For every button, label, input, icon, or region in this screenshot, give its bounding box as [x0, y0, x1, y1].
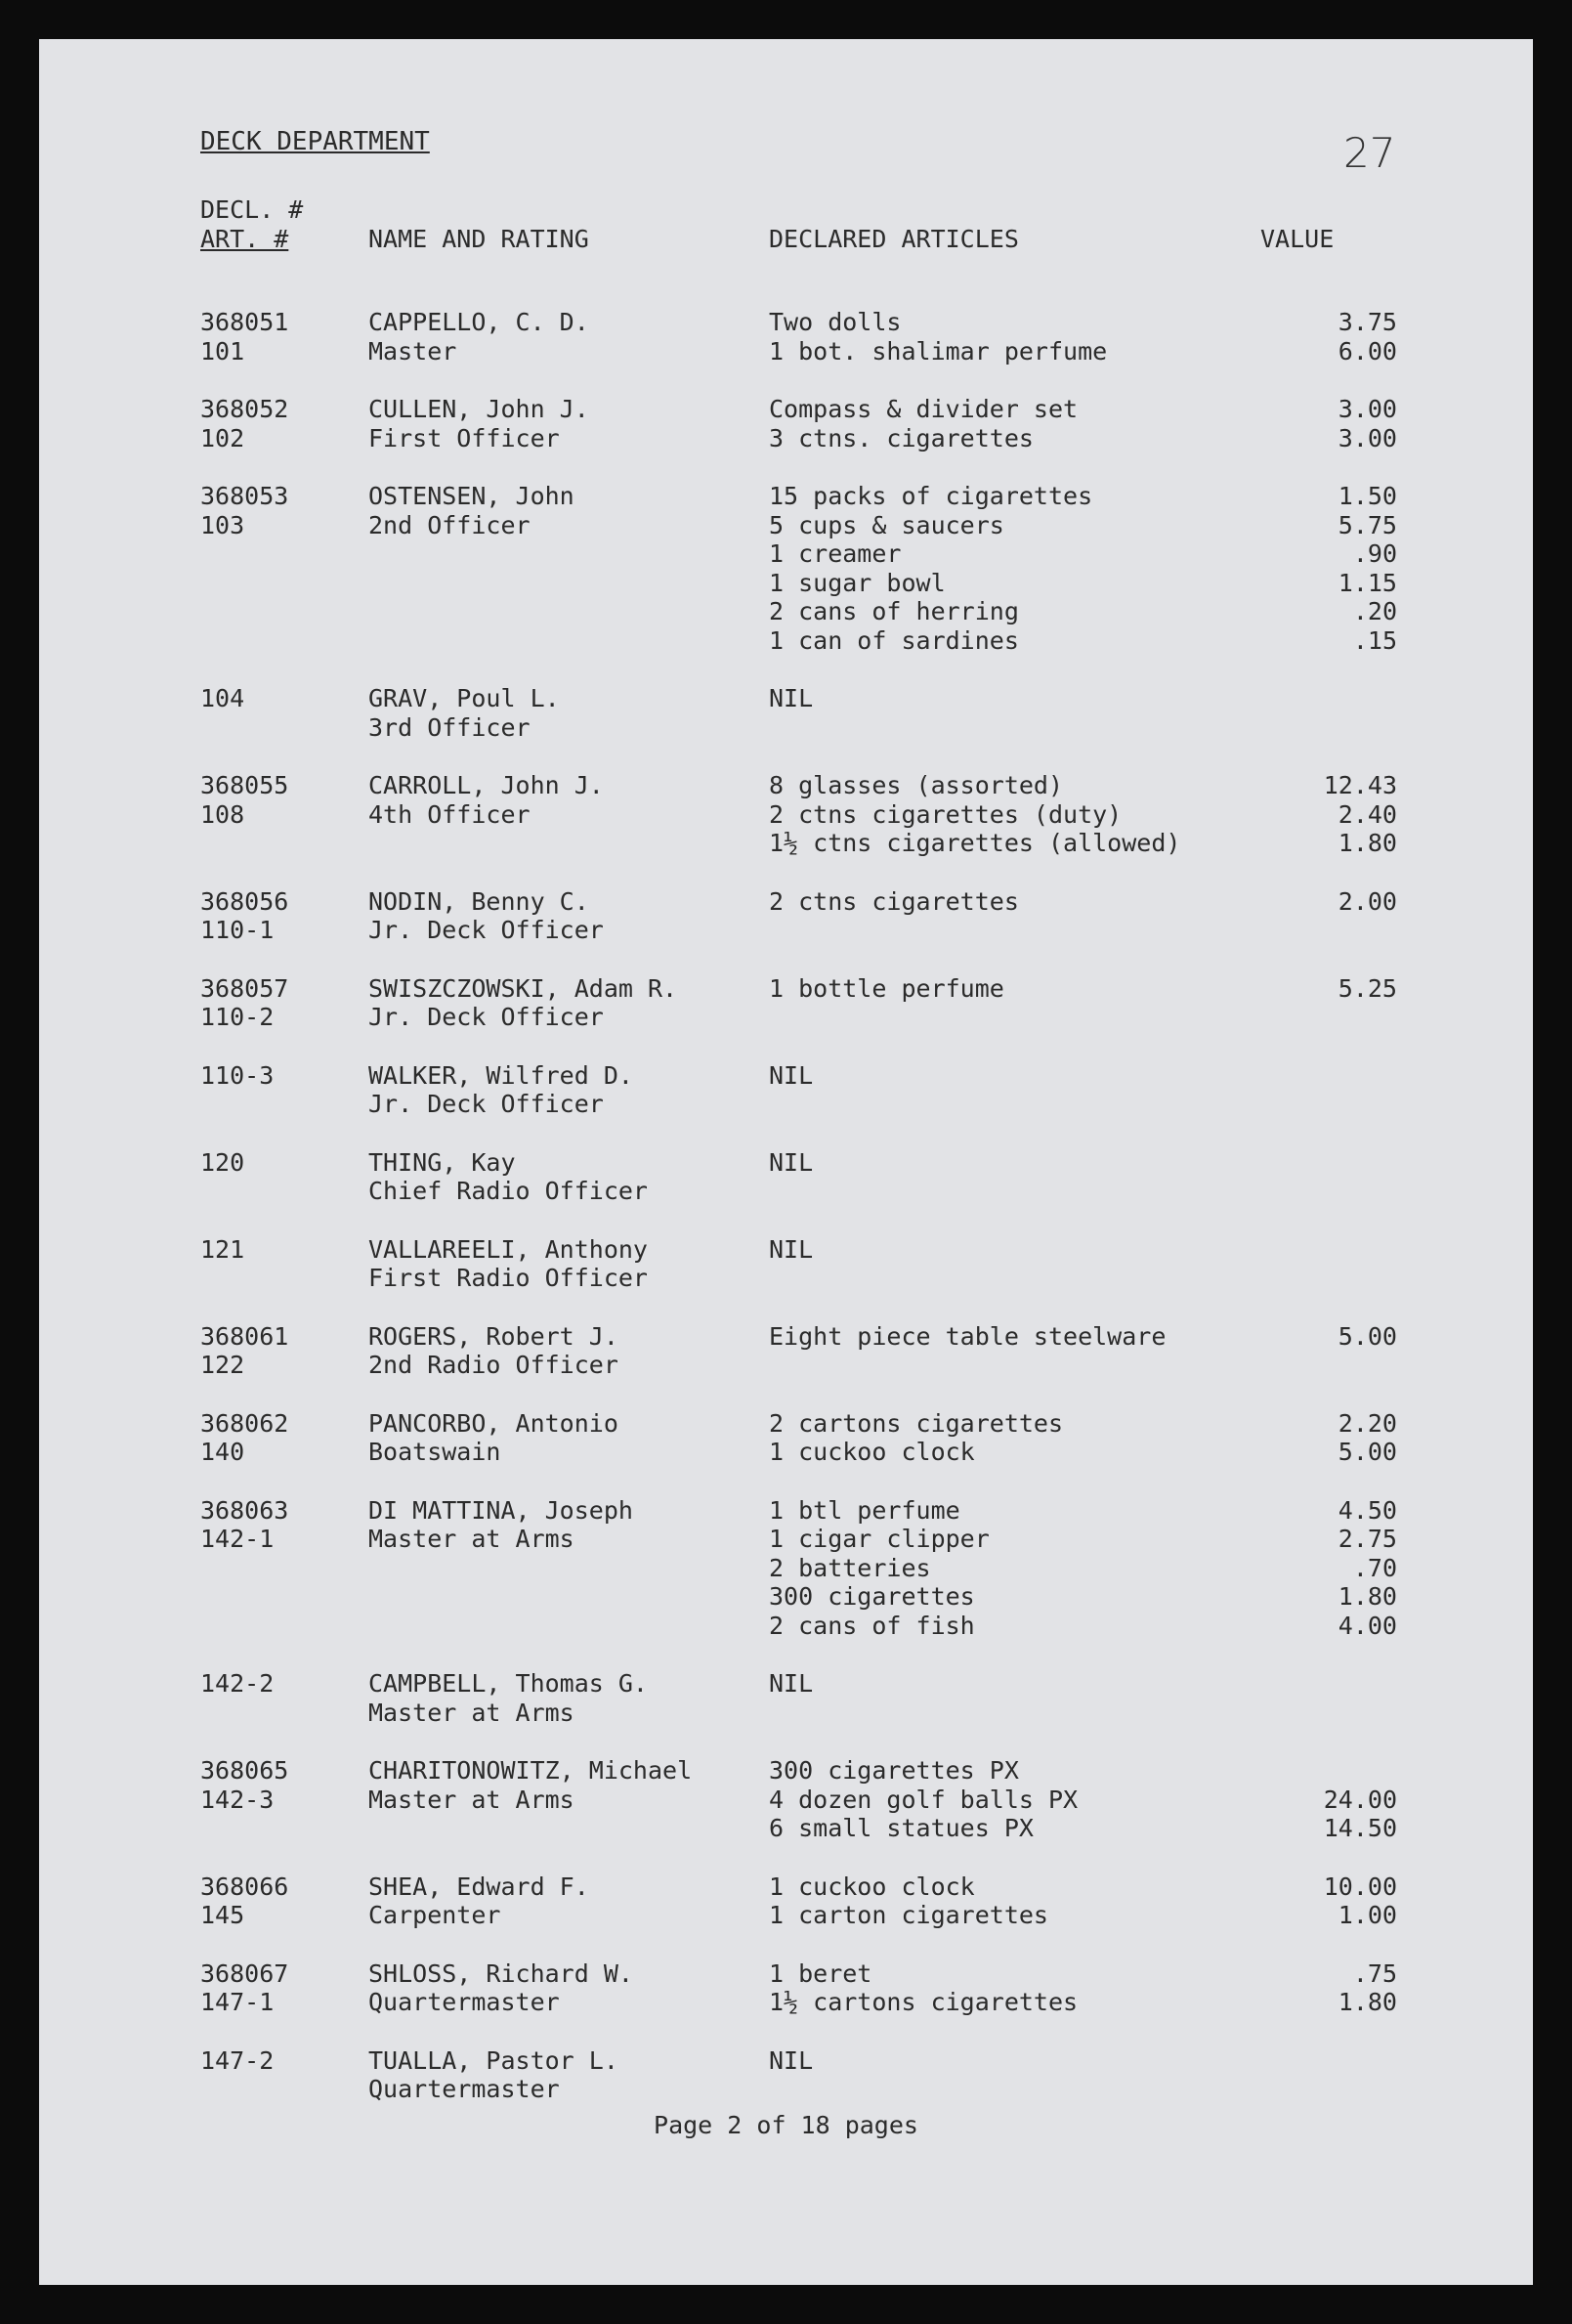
declared-article: 1 cuckoo clock — [769, 1438, 975, 1466]
name-rating-cell — [368, 1756, 779, 1814]
decl-number: 368065 — [200, 1756, 289, 1785]
declaration-entry — [39, 1061, 1533, 1119]
decl-number: 368051 — [200, 308, 289, 336]
declared-article: Eight piece table steelware — [769, 1321, 1167, 1351]
decl-art-cell — [200, 1496, 357, 1554]
crew-name: CHARITONOWITZ, Michael — [368, 1756, 693, 1785]
decl-art-cell — [200, 1959, 357, 2017]
crew-rating: First Officer — [368, 423, 560, 452]
article-value: 2.40 — [1338, 799, 1397, 829]
values-cell — [1104, 482, 1397, 655]
values-cell — [1104, 1148, 1397, 1178]
declaration-entry — [39, 1409, 1533, 1467]
decl-art-cell — [200, 1669, 357, 1699]
art-number: 147-1 — [200, 1988, 275, 2016]
crew-name: CULLEN, John J. — [368, 395, 589, 423]
decl-art-cell — [200, 1756, 357, 1814]
name-rating-cell — [368, 974, 779, 1032]
crew-name: NODIN, Benny C. — [368, 886, 589, 916]
decl-art-cell — [200, 887, 357, 945]
declaration-entry — [39, 1496, 1533, 1641]
crew-name: OSTENSEN, John — [368, 482, 574, 510]
decl-number: 368057 — [200, 973, 289, 1003]
article-value: 2.75 — [1338, 1525, 1397, 1553]
crew-rating: Master at Arms — [368, 1785, 574, 1814]
declared-article: 1 beret — [769, 1958, 872, 1988]
declared-article: 300 cigarettes PX — [769, 1756, 1019, 1785]
name-rating-cell — [368, 1959, 779, 2017]
crew-rating: Boatswain — [368, 1438, 501, 1466]
values-cell — [1104, 887, 1397, 917]
decl-art-cell — [200, 308, 357, 366]
crew-rating: Master — [368, 336, 457, 366]
article-value — [1104, 1148, 1397, 1178]
article-value: 10.00 — [1323, 1872, 1397, 1901]
name-rating-cell — [368, 771, 779, 829]
values-cell — [1104, 1959, 1397, 2017]
declaration-entry — [39, 395, 1533, 452]
decl-number: 368066 — [200, 1872, 289, 1901]
crew-name: SHEA, Edward F. — [368, 1872, 589, 1901]
article-value: 3.00 — [1338, 395, 1397, 423]
article-value: 2.20 — [1338, 1408, 1397, 1438]
values-cell — [1104, 771, 1397, 858]
crew-name: CAPPELLO, C. D. — [368, 308, 589, 336]
article-value: 4.00 — [1338, 1611, 1397, 1640]
declaration-entry — [39, 2046, 1533, 2104]
declaration-entry — [39, 1235, 1533, 1293]
article-value: 4.50 — [1338, 1495, 1397, 1525]
article-value: 24.00 — [1323, 1785, 1397, 1814]
declared-article: 5 cups & saucers — [769, 510, 1004, 539]
declared-article: NIL — [769, 1147, 814, 1177]
crew-rating: Chief Radio Officer — [368, 1177, 648, 1205]
decl-art-cell — [200, 1322, 357, 1380]
department-heading: DECK DEPARTMENT — [200, 127, 430, 156]
values-cell — [1104, 1409, 1397, 1467]
declared-article: 1 cuckoo clock — [769, 1872, 975, 1901]
declared-article: 1½ ctns cigarettes (allowed) — [769, 829, 1181, 857]
article-value: 5.00 — [1338, 1438, 1397, 1466]
art-number: 142-3 — [200, 1785, 275, 1814]
article-value — [1104, 1235, 1397, 1265]
article-value: 6.00 — [1338, 336, 1397, 366]
crew-rating: Jr. Deck Officer — [368, 1003, 604, 1031]
values-cell — [1104, 1235, 1397, 1265]
crew-name: WALKER, Wilfred D. — [368, 1060, 633, 1090]
art-number: 102 — [200, 423, 245, 452]
declaration-entry — [39, 1322, 1533, 1380]
article-value — [1104, 2046, 1397, 2076]
art-number: 103 — [200, 510, 245, 539]
name-rating-cell — [368, 1061, 779, 1119]
declared-article: Two dolls — [769, 308, 902, 336]
article-value: 1.15 — [1338, 568, 1397, 597]
decl-number: 368061 — [200, 1321, 289, 1351]
decl-art-cell — [200, 1409, 357, 1467]
article-value: 14.50 — [1323, 1814, 1397, 1842]
declared-article: 2 ctns cigarettes — [769, 886, 1019, 916]
art-number: 110-2 — [200, 1003, 275, 1031]
crew-rating: 4th Officer — [368, 799, 531, 829]
values-cell — [1104, 395, 1397, 452]
declared-article: NIL — [769, 1234, 814, 1264]
declared-article: NIL — [769, 2045, 814, 2075]
crew-name: TUALLA, Pastor L. — [368, 2045, 618, 2075]
article-value — [1104, 684, 1397, 713]
art-number: 140 — [200, 1438, 245, 1466]
crew-name: THING, Kay — [368, 1147, 516, 1177]
article-value — [1104, 1756, 1397, 1786]
column-header-decl-line1: DECL. # — [200, 195, 304, 224]
name-rating-cell — [368, 684, 779, 742]
article-value: 5.75 — [1338, 510, 1397, 539]
article-value: .15 — [1352, 625, 1397, 655]
article-value: 2.00 — [1338, 886, 1397, 916]
crew-name: SHLOSS, Richard W. — [368, 1958, 633, 1988]
declared-article: 8 glasses (assorted) — [769, 771, 1064, 799]
declaration-entry — [39, 1756, 1533, 1843]
crew-rating: Jr. Deck Officer — [368, 1090, 604, 1118]
crew-rating: Jr. Deck Officer — [368, 916, 604, 944]
art-number: 120 — [200, 1147, 245, 1177]
crew-rating: First Radio Officer — [368, 1264, 648, 1292]
values-cell — [1104, 1756, 1397, 1843]
decl-number: 368055 — [200, 771, 289, 799]
art-number: 147-2 — [200, 2045, 275, 2075]
handwritten-page-number: 27 — [1343, 129, 1396, 177]
declared-article: 4 dozen golf balls PX — [769, 1785, 1079, 1814]
values-cell — [1104, 1872, 1397, 1930]
decl-number: 368063 — [200, 1495, 289, 1525]
art-number: 110-1 — [200, 916, 275, 944]
crew-name: ROGERS, Robert J. — [368, 1321, 618, 1351]
declared-article: 3 ctns. cigarettes — [769, 423, 1034, 452]
name-rating-cell — [368, 482, 779, 539]
declared-article: 300 cigarettes — [769, 1582, 975, 1611]
decl-art-cell — [200, 395, 357, 452]
decl-number: 368053 — [200, 482, 289, 510]
article-value: .75 — [1352, 1958, 1397, 1988]
values-cell — [1104, 2046, 1397, 2076]
article-value: 1.80 — [1338, 1582, 1397, 1611]
declaration-entry — [39, 1872, 1533, 1930]
values-cell — [1104, 684, 1397, 713]
declared-article: 2 batteries — [769, 1553, 931, 1582]
declared-article: 2 cans of fish — [769, 1611, 975, 1640]
article-value: .70 — [1352, 1553, 1397, 1582]
decl-art-cell — [200, 1061, 357, 1091]
declared-article: 2 cans of herring — [769, 597, 1019, 625]
declaration-entry — [39, 974, 1533, 1032]
values-cell — [1104, 1322, 1397, 1352]
values-cell — [1104, 308, 1397, 366]
decl-art-cell — [200, 482, 357, 539]
declared-article: Compass & divider set — [769, 395, 1079, 423]
crew-rating: Quartermaster — [368, 2075, 560, 2103]
declared-article: 1 bot. shalimar perfume — [769, 336, 1108, 366]
decl-art-cell — [200, 1235, 357, 1265]
art-number: 122 — [200, 1351, 245, 1379]
decl-art-cell — [200, 1148, 357, 1178]
art-number: 108 — [200, 799, 245, 829]
declared-article: NIL — [769, 684, 814, 712]
decl-art-cell — [200, 1872, 357, 1930]
column-header-articles: DECLARED ARTICLES — [769, 225, 1019, 253]
crew-name: SWISZCZOWSKI, Adam R. — [368, 973, 678, 1003]
art-number: 142-2 — [200, 1669, 275, 1698]
article-value: 1.80 — [1338, 829, 1397, 857]
article-value: 3.00 — [1338, 423, 1397, 452]
declared-article: 1 cigar clipper — [769, 1525, 990, 1553]
decl-number: 368052 — [200, 395, 289, 423]
art-number: 145 — [200, 1901, 245, 1929]
column-header-art-line2: ART. # — [200, 225, 289, 253]
declaration-entry — [39, 771, 1533, 858]
article-value: 1.80 — [1338, 1988, 1397, 2016]
declared-article: 1 bottle perfume — [769, 973, 1004, 1003]
crew-rating: Master at Arms — [368, 1698, 574, 1727]
art-number: 101 — [200, 336, 245, 366]
article-value — [1104, 1061, 1397, 1091]
name-rating-cell — [368, 395, 779, 452]
decl-number: 368067 — [200, 1958, 289, 1988]
declared-article: NIL — [769, 1669, 814, 1698]
declaration-entry — [39, 482, 1533, 655]
decl-art-cell — [200, 684, 357, 713]
crew-rating: Master at Arms — [368, 1525, 574, 1553]
declared-article: 15 packs of cigarettes — [769, 482, 1093, 510]
declared-article: 1 btl perfume — [769, 1495, 960, 1525]
name-rating-cell — [368, 308, 779, 366]
art-number: 142-1 — [200, 1525, 275, 1553]
decl-number: 368062 — [200, 1408, 289, 1438]
column-header-decl — [200, 195, 303, 254]
article-value: .20 — [1352, 597, 1397, 625]
declaration-entry — [39, 1959, 1533, 2017]
crew-name: CAMPBELL, Thomas G. — [368, 1669, 648, 1698]
art-number: 110-3 — [200, 1060, 275, 1090]
crew-rating: 2nd Officer — [368, 510, 531, 539]
page-footer: Page 2 of 18 pages — [654, 2111, 918, 2139]
article-value: 3.75 — [1338, 308, 1397, 336]
name-rating-cell — [368, 1235, 779, 1293]
crew-name: CARROLL, John J. — [368, 771, 604, 799]
declaration-entry — [39, 684, 1533, 742]
column-header-value: VALUE — [1260, 225, 1335, 253]
crew-name: VALLAREELI, Anthony — [368, 1234, 648, 1264]
article-value: 5.00 — [1338, 1321, 1397, 1351]
decl-art-cell — [200, 2046, 357, 2076]
name-rating-cell — [368, 1148, 779, 1206]
name-rating-cell — [368, 1409, 779, 1467]
decl-number: 368056 — [200, 886, 289, 916]
crew-name: DI MATTINA, Joseph — [368, 1495, 633, 1525]
name-rating-cell — [368, 1872, 779, 1930]
name-rating-cell — [368, 887, 779, 945]
article-value: 12.43 — [1323, 771, 1397, 799]
column-header-name: NAME AND RATING — [368, 225, 589, 253]
document-page — [39, 39, 1533, 2285]
crew-name: PANCORBO, Antonio — [368, 1408, 618, 1438]
declared-article: 1 sugar bowl — [769, 568, 946, 597]
declaration-entry — [39, 1669, 1533, 1727]
name-rating-cell — [368, 1322, 779, 1380]
name-rating-cell — [368, 2046, 779, 2104]
name-rating-cell — [368, 1669, 779, 1727]
crew-rating: Quartermaster — [368, 1988, 560, 2016]
declaration-entry — [39, 1148, 1533, 1206]
values-cell — [1104, 1496, 1397, 1641]
crew-rating: Carpenter — [368, 1901, 501, 1929]
article-value: 1.00 — [1338, 1901, 1397, 1929]
name-rating-cell — [368, 1496, 779, 1554]
values-cell — [1104, 1061, 1397, 1091]
crew-rating: 2nd Radio Officer — [368, 1351, 618, 1379]
declaration-entry — [39, 887, 1533, 945]
declaration-entry — [39, 308, 1533, 366]
crew-rating: 3rd Officer — [368, 712, 531, 742]
declared-article: 1 creamer — [769, 539, 902, 568]
values-cell — [1104, 974, 1397, 1004]
values-cell — [1104, 1669, 1397, 1699]
decl-art-cell — [200, 974, 357, 1032]
decl-art-cell — [200, 771, 357, 829]
declared-article: 1 carton cigarettes — [769, 1901, 1048, 1929]
declared-article: 1½ cartons cigarettes — [769, 1988, 1079, 2016]
article-value: 5.25 — [1338, 973, 1397, 1003]
article-value — [1104, 1669, 1397, 1699]
declared-article: 2 cartons cigarettes — [769, 1408, 1064, 1438]
declared-article: 2 ctns cigarettes (duty) — [769, 799, 1123, 829]
art-number: 104 — [200, 684, 245, 712]
declared-article: 6 small statues PX — [769, 1814, 1034, 1842]
art-number: 121 — [200, 1234, 245, 1264]
declared-article: 1 can of sardines — [769, 625, 1019, 655]
declared-article: NIL — [769, 1060, 814, 1090]
crew-name: GRAV, Poul L. — [368, 684, 560, 712]
article-value: .90 — [1352, 539, 1397, 568]
article-value: 1.50 — [1338, 482, 1397, 510]
